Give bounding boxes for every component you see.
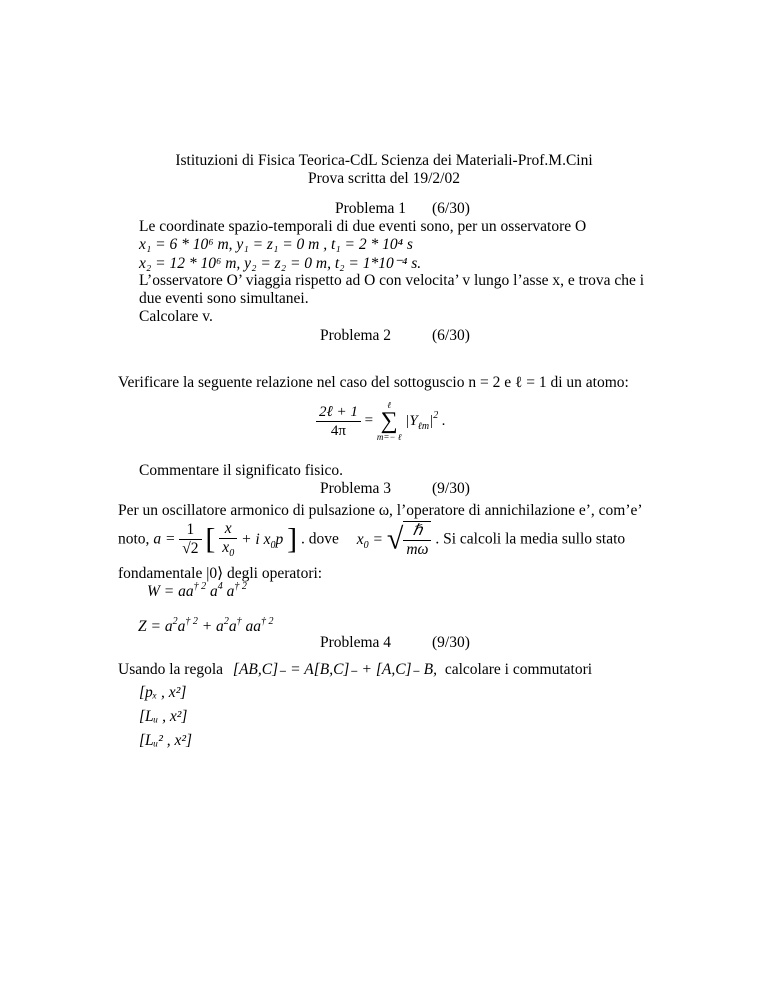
commutator-1: [pₓ , x²] [139,684,187,701]
annihilation-operator-line: noto, a = $\frac{1}{√2}$ [ $\frac{x}{x_0}$ + i $x_0p$ ] . dove $x_0$ = √ $\frac{\text{ℏ}}{m\omega}$ . Si calcoli la media sullo stato [118,520,626,559]
operator-z: $Z = a^2a^{\dagger 2} + a^2a^\dagger$ $aa^{\dagger 2}$ [138,616,274,635]
problem-1-intro: Le coordinate spazio-temporali di due eventi sono, per un osservatore O [139,218,587,235]
commutator-rule: [AB,C]₋ = A[B,C]₋ + [A,C]₋ B, [232,661,437,678]
problem-4-score: (9/30) [432,634,470,651]
problem-3-text-2: . Si calcoli la media sullo stato [435,530,626,548]
problem-1-heading: Problema 1 [335,200,407,217]
problem-3-heading: Problema 3 [320,480,392,497]
usando-label: Usando la regola [118,661,224,678]
noto-label: noto, [118,530,150,548]
problem-2-comment: Commentare il significato fisico. [139,462,344,479]
page-subtitle: Prova scritta del 19/2/02 [308,170,460,187]
problem-4-rule-line [118,660,592,679]
problem-1-text-3: Calcolare v. [139,308,213,325]
problem-2-score: (6/30) [432,327,470,344]
problem-1-text-1: L’osservatore O’ viaggia rispetto ad O con velocita’ v lungo l’asse x, e trova che i [139,272,645,289]
problem-4-text: calcolare i commutatori [444,661,593,678]
problem-1-text-2: due eventi sono simultanei. [139,290,309,307]
problem-1-event-1: x₁ = 6 * 10⁶ m, y₁ = z₁ = 0 m , t₁ = 2 * 10⁴ s [139,236,413,253]
problem-2-text: Verificare la seguente relazione nel caso del sottoguscio n = 2 e ℓ = 1 di un atomo: [118,374,629,391]
operator-w: $W = aa^{\dagger 2}$ $a^4$ $a^{\dagger 2}$ [147,581,247,600]
problem-4-heading: Problema 4 [320,634,392,651]
problem-2-heading: Problema 2 [320,327,392,344]
commutator-2: [Lᵤ , x²] [139,708,188,725]
problem-3-score: (9/30) [432,480,470,497]
problem-1-event-2: x₂ = 12 * 10⁶ m, y₂ = z₂ = 0 m, t₂ = 1*10⁻⁴ s. [139,255,422,272]
page-title: Istituzioni di Fisica Teorica-CdL Scienza dei Materiali-Prof.M.Cini [175,152,593,169]
problem-3-text-1: Per un oscillatore armonico di pulsazione ω, l’operatore di annichilazione e’, com’e’ [118,502,643,519]
problem-1-score: (6/30) [432,200,470,217]
problem-2-equation: $\frac{\text{2ℓ + 1}}{4\pi}$ = ℓ ∑ m=− ℓ $|Y_{\ell m}|^2$ . [316,400,446,442]
problem-3-text-3: fondamentale |0⟩ degli operatori: [118,565,323,582]
commutator-3: [Lᵤ² , x²] [139,732,193,749]
dove-label: . dove [300,530,339,548]
